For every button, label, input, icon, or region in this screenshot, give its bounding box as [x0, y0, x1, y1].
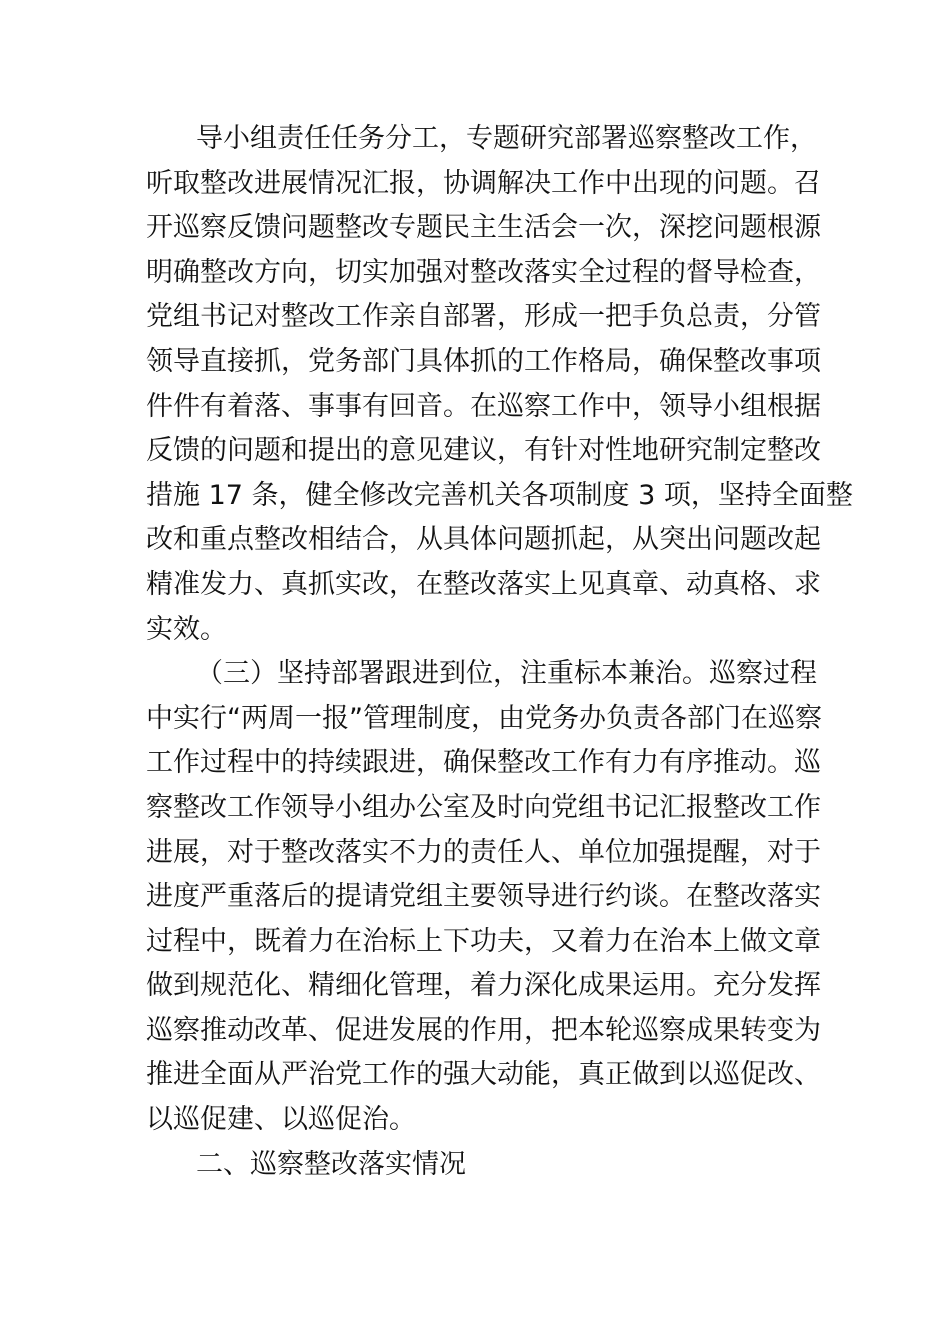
- section-three-heading-line: （三）坚持部署跟进到位，注重标本兼治。巡察过程: [196, 658, 817, 690]
- paragraph-line: 开巡察反馈问题整改专题民主生活会一次，深挖问题根源: [146, 212, 821, 244]
- paragraph-line: 以巡促建、以巡促治。: [146, 1104, 416, 1136]
- paragraph-line: 工作过程中的持续跟进，确保整改工作有力有序推动。巡: [146, 747, 821, 779]
- paragraph-line: 推进全面从严治党工作的强大动能，真正做到以巡促改、: [146, 1059, 821, 1091]
- paragraph-line: 领导直接抓，党务部门具体抓的工作格局，确保整改事项: [146, 345, 821, 377]
- paragraph-line: 导小组责任任务分工，专题研究部署巡察整改工作，: [196, 123, 817, 154]
- paragraph-line: 实效。: [146, 613, 227, 645]
- paragraph-line: 做到规范化、精细化管理，着力深化成果运用。充分发挥: [146, 970, 821, 1002]
- paragraph-line: 进度严重落后的提请党组主要领导进行约谈。在整改落实: [146, 881, 821, 913]
- paragraph-line: 进展，对于整改落实不力的责任人、单位加强提醒，对于: [146, 836, 821, 868]
- paragraph-line: 精准发力、真抓实改，在整改落实上见真章、动真格、求: [146, 568, 821, 600]
- paragraph-line: 改和重点整改相结合，从具体问题抓起，从突出问题改起: [146, 524, 821, 556]
- paragraph-line: 过程中，既着力在治标上下功夫，又着力在治本上做文章: [146, 925, 821, 957]
- paragraph-line: 察整改工作领导小组办公室及时向党组书记汇报整改工作: [146, 791, 821, 823]
- paragraph-line: 听取整改进展情况汇报，协调解决工作中出现的问题。召: [146, 167, 821, 199]
- paragraph-line: 党组书记对整改工作亲自部署，形成一把手负总责，分管: [146, 301, 821, 333]
- paragraph-line: 件件有着落、事事有回音。在巡察工作中，领导小组根据: [146, 390, 821, 422]
- paragraph-line: 中实行“两周一报”管理制度，由党务办负责各部门在巡察: [146, 702, 822, 734]
- paragraph-line: 明确整改方向，切实加强对整改落实全过程的督导检查，: [146, 256, 821, 288]
- paragraph-line: 措施 17 条，健全修改完善机关各项制度 3 项，坚持全面整: [146, 479, 853, 511]
- section-two-heading: 二、巡察整改落实情况: [196, 1148, 466, 1180]
- body-text: [146, 117, 853, 1187]
- paragraph-line: 反馈的问题和提出的意见建议，有针对性地研究制定整改: [146, 435, 821, 467]
- paragraph-line: 巡察推动改革、促进发展的作用，把本轮巡察成果转变为: [146, 1014, 821, 1046]
